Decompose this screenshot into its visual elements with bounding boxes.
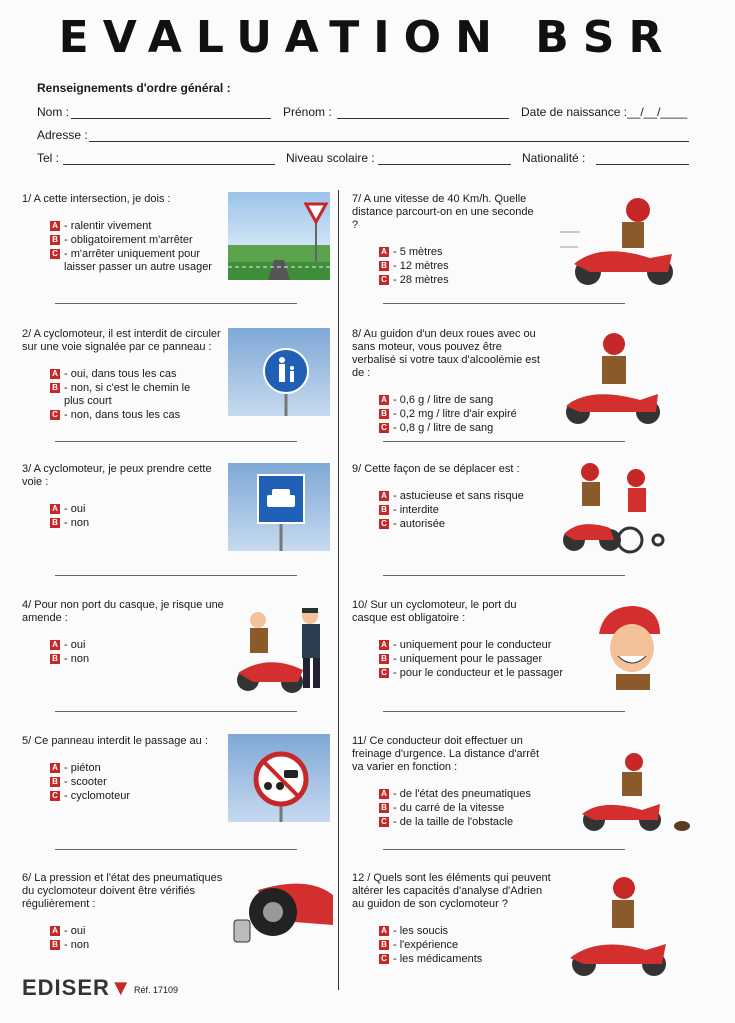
- police-scooter-image: [228, 598, 333, 698]
- question-12: [352, 872, 552, 967]
- adresse-field[interactable]: [89, 141, 689, 142]
- letter-c: C: [379, 275, 389, 285]
- question-text: 1/ A cette intersection, je dois :: [22, 193, 171, 205]
- letter-b: B: [379, 654, 389, 664]
- emergency-braking-image: [572, 752, 692, 836]
- answer-line-2[interactable]: [55, 441, 297, 442]
- police-officer-icon: [228, 598, 333, 698]
- answer-line-5[interactable]: [55, 849, 297, 850]
- question-10: [352, 599, 572, 681]
- letter-b: B: [50, 654, 60, 664]
- letter-a: A: [50, 369, 60, 379]
- option-b[interactable]: B - non, si c'est le chemin le plus court: [50, 382, 204, 408]
- letter-a: A: [379, 926, 389, 936]
- page-title: EVALUATION BSR: [58, 12, 677, 63]
- column-divider: [338, 190, 339, 990]
- helmet-boy-image: [594, 604, 664, 690]
- scooter-towing-cyclist-icon: [560, 462, 665, 554]
- letter-b: B: [379, 803, 389, 813]
- option-a[interactable]: A - oui: [50, 639, 227, 652]
- prenom-field[interactable]: [337, 118, 509, 119]
- tire-check-image: [228, 870, 333, 950]
- letter-b: B: [379, 505, 389, 515]
- option-a[interactable]: A - 0,6 g / litre de sang: [379, 394, 542, 407]
- question-text: 8/ Au guidon d'un deux roues avec ou sans moteur, vous pouvez être verbalisé si votre taux d'alcoolémie est de :: [352, 328, 540, 379]
- letter-b: B: [50, 777, 60, 787]
- tel-field[interactable]: [63, 164, 275, 165]
- book-icon: ▼: [109, 975, 133, 1000]
- letter-c: C: [50, 249, 60, 259]
- pedestrian-sign-image: [228, 328, 330, 416]
- no-entry-sign-image: [228, 734, 330, 822]
- option-b[interactable]: B - non: [50, 939, 232, 952]
- tire-pressure-gauge-icon: [228, 870, 333, 950]
- letter-a: A: [50, 221, 60, 231]
- answer-line-3[interactable]: [55, 575, 297, 576]
- answer-line-8[interactable]: [383, 441, 625, 442]
- question-text: 2/ A cyclomoteur, il est interdit de circuler sur une voie signalée par ce panneau :: [22, 328, 221, 353]
- option-c[interactable]: C - non, dans tous les cas: [50, 409, 227, 422]
- letter-a: A: [379, 491, 389, 501]
- option-b[interactable]: B - uniquement pour le passager: [379, 653, 572, 666]
- reference-number: Réf. 17109: [134, 985, 179, 995]
- nom-field[interactable]: [71, 118, 271, 119]
- letter-a: A: [379, 789, 389, 799]
- nom-label: Nom :: [37, 105, 70, 119]
- question-4: [22, 599, 227, 667]
- adresse-label: Adresse :: [37, 128, 88, 142]
- question-11: [352, 735, 552, 830]
- letter-a: A: [379, 640, 389, 650]
- intersection-image: [228, 192, 330, 280]
- question-5: [22, 735, 227, 804]
- braking-scooter-icon: [572, 752, 692, 836]
- general-info-heading: Renseignements d'ordre général :: [37, 81, 231, 95]
- drunk-rider-image: [560, 328, 672, 428]
- question-text: 3/ A cyclomoteur, je peux prendre cette voie :: [22, 463, 212, 488]
- option-b[interactable]: B - 12 mètres: [379, 260, 542, 273]
- option-b[interactable]: B - scooter: [50, 776, 227, 789]
- option-a[interactable]: A - oui, dans tous les cas: [50, 368, 227, 381]
- option-a[interactable]: A - 5 mètres: [379, 246, 542, 259]
- question-7: [352, 193, 542, 288]
- letter-a: A: [50, 926, 60, 936]
- question-9: [352, 463, 542, 532]
- letter-a: A: [379, 395, 389, 405]
- letter-b: B: [50, 383, 60, 393]
- answer-line-9[interactable]: [383, 575, 625, 576]
- question-3: [22, 463, 227, 531]
- question-text: 11/ Ce conducteur doit effectuer un freinage d'urgence. La distance d'arrêt va varier en fonction :: [352, 735, 540, 773]
- car-road-sign-icon: [228, 463, 330, 551]
- no-motor-vehicles-sign-icon: [228, 734, 330, 822]
- letter-b: B: [50, 940, 60, 950]
- pedestrian-path-sign-icon: [228, 328, 330, 416]
- letter-b: B: [50, 235, 60, 245]
- form-row-contact: [37, 151, 689, 169]
- letter-b: B: [379, 409, 389, 419]
- option-c[interactable]: C - cyclomoteur: [50, 790, 227, 803]
- option-a[interactable]: A - uniquement pour le conducteur: [379, 639, 572, 652]
- option-b[interactable]: B - l'expérience: [379, 939, 552, 952]
- date-naissance-label[interactable]: Date de naissance :__/__/____: [521, 105, 688, 119]
- letter-b: B: [379, 261, 389, 271]
- letter-a: A: [50, 763, 60, 773]
- ediser-logo: EDISER▼: [22, 975, 133, 1000]
- letter-a: A: [50, 640, 60, 650]
- question-text: 5/ Ce panneau interdit le passage au :: [22, 735, 208, 747]
- towing-bicycle-image: [560, 462, 665, 554]
- helmet-icon: [594, 604, 664, 690]
- speeding-scooter-image: [560, 192, 688, 292]
- question-6: [22, 872, 232, 953]
- question-text: 9/ Cette façon de se déplacer est :: [352, 463, 520, 475]
- prenom-label: Prénom :: [283, 105, 332, 119]
- expressway-sign-image: [228, 463, 330, 551]
- question-8: [352, 328, 542, 436]
- option-a[interactable]: A - de l'état des pneumatiques: [379, 788, 552, 801]
- question-text: 12 / Quels sont les éléments qui peuvent altérer les capacités d'analyse d'Adrien au guidon de son cyclomoteur ?: [352, 872, 551, 910]
- letter-c: C: [50, 791, 60, 801]
- option-b[interactable]: B - 0,2 mg / litre d'air expiré: [379, 408, 542, 421]
- option-b[interactable]: B - interdite: [379, 504, 542, 517]
- question-text: 6/ La pression et l'état des pneumatiques du cyclomoteur doivent être vérifiés régulièrement :: [22, 872, 223, 910]
- tel-label: Tel :: [37, 151, 60, 165]
- option-b[interactable]: B - non: [50, 517, 227, 530]
- option-a[interactable]: A - oui: [50, 925, 232, 938]
- letter-c: C: [379, 519, 389, 529]
- letter-c: C: [379, 817, 389, 827]
- letter-b: B: [50, 518, 60, 528]
- drunk-scooter-rider-icon: [560, 328, 672, 428]
- nationalite-label: Nationalité :: [522, 151, 586, 165]
- answer-line-4[interactable]: [55, 711, 297, 712]
- answer-line-7[interactable]: [383, 303, 625, 304]
- letter-c: C: [379, 423, 389, 433]
- form-row-address: [37, 128, 689, 146]
- yield-sign-icon: [228, 192, 330, 280]
- question-text: 7/ A une vitesse de 40 Km/h. Quelle distance parcourt-on en une seconde ?: [352, 193, 534, 231]
- answer-line-10[interactable]: [383, 711, 625, 712]
- option-c[interactable]: C - autorisée: [379, 518, 542, 531]
- option-c[interactable]: C - 0,8 g / litre de sang: [379, 422, 542, 435]
- scooter-rider-icon: [560, 192, 688, 292]
- option-a[interactable]: A - oui: [50, 503, 227, 516]
- niveau-field[interactable]: [378, 164, 511, 165]
- option-c[interactable]: C - m'arrêter uniquement pour laisser passer un autre usager: [50, 248, 232, 274]
- question-text: 10/ Sur un cyclomoteur, le port du casque est obligatoire :: [352, 599, 517, 624]
- letter-a: A: [379, 247, 389, 257]
- option-c[interactable]: C - pour le conducteur et le passager: [379, 667, 572, 680]
- question-2: [22, 328, 227, 423]
- scooter-rider-icon: [562, 874, 687, 982]
- option-c[interactable]: C - les médicaments: [379, 953, 552, 966]
- answer-line-1[interactable]: [55, 303, 297, 304]
- option-c[interactable]: C - de la taille de l'obstacle: [379, 816, 552, 829]
- nationalite-field[interactable]: [596, 164, 689, 165]
- niveau-label: Niveau scolaire :: [286, 151, 375, 165]
- answer-line-11[interactable]: [383, 849, 625, 850]
- option-a[interactable]: A - les soucis: [379, 925, 552, 938]
- option-a[interactable]: A - piéton: [50, 762, 227, 775]
- form-row-identity: [37, 105, 689, 123]
- letter-c: C: [379, 954, 389, 964]
- option-b[interactable]: B - du carré de la vitesse: [379, 802, 552, 815]
- letter-a: A: [50, 504, 60, 514]
- option-b[interactable]: B - obligatoirement m'arrêter: [50, 234, 222, 247]
- option-c[interactable]: C - 28 mètres: [379, 274, 542, 287]
- letter-b: B: [379, 940, 389, 950]
- letter-c: C: [379, 668, 389, 678]
- adrien-scooter-image: [562, 874, 687, 982]
- question-1: [22, 193, 222, 275]
- option-b[interactable]: B - non: [50, 653, 227, 666]
- option-a[interactable]: A - ralentir vivement: [50, 220, 222, 233]
- option-a[interactable]: A - astucieuse et sans risque: [379, 490, 542, 503]
- letter-c: C: [50, 410, 60, 420]
- question-text: 4/ Pour non port du casque, je risque une amende :: [22, 599, 224, 624]
